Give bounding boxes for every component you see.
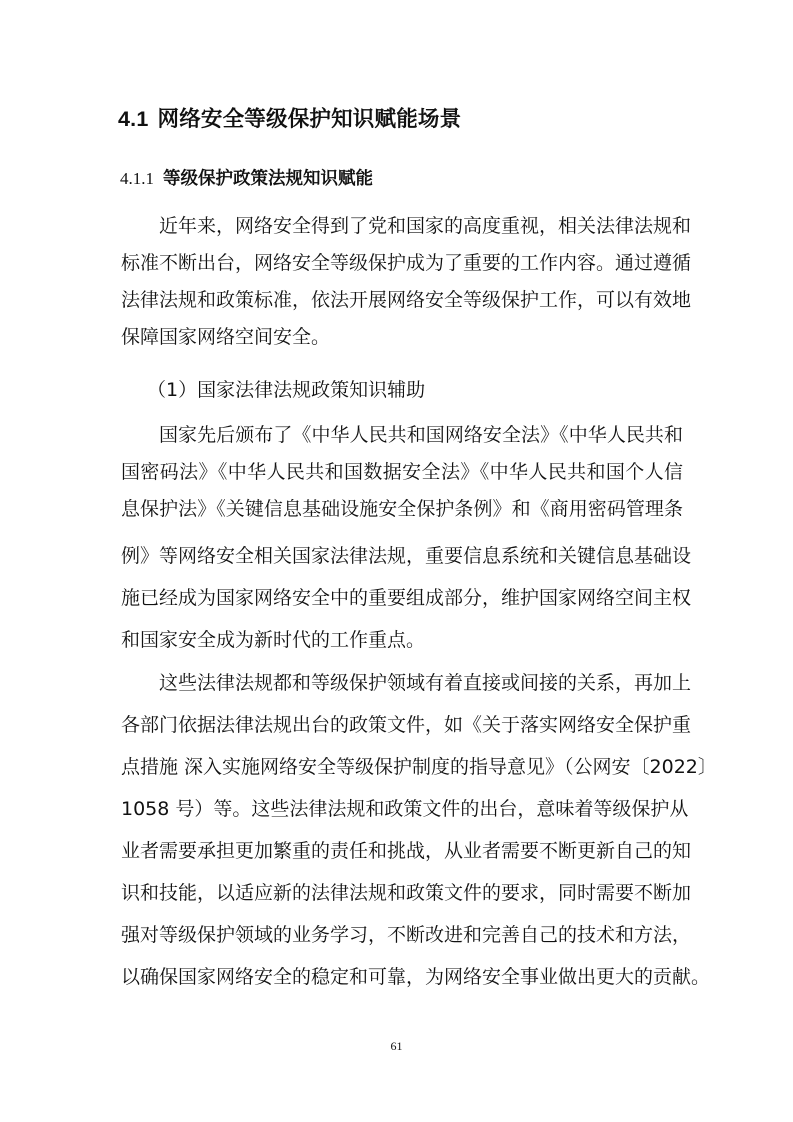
paragraph-line: 国家先后颁布了《中华人民共和国网络安全法》《中华人民共和 (159, 424, 683, 446)
subheading-1: （1）国家法律法规政策知识辅助 (147, 379, 426, 401)
paragraph-line: 业者需要承担更加繁重的责任和挑战，从业者需要不断更新自己的知 (121, 840, 692, 862)
paragraph-line: 1058 号）等。这些法律法规和政策文件的出台，意味着等级保护从 (121, 798, 689, 820)
subsection-number: 4.1.1 (120, 169, 154, 188)
paragraph-line: 施已经成为国家网络安全中的重要组成部分，维护国家网络空间主权 (121, 587, 692, 609)
subsection-title: 等级保护政策法规知识赋能 (163, 169, 373, 189)
paragraph-line: 近年来，网络安全得到了党和国家的高度重视，相关法律法规和 (159, 215, 692, 237)
section-number: 4.1 (118, 107, 149, 131)
paragraph-line: 强对等级保护领域的业务学习，不断改进和完善自己的技术和方法， (121, 924, 692, 946)
paragraph-line: 国密码法》《中华人民共和国数据安全法》《中华人民共和国个人信 (121, 461, 683, 483)
paragraph-line: 法律法规和政策标准，依法开展网络安全等级保护工作，可以有效地 (121, 289, 692, 311)
paragraph-line: 保障国家网络空间安全。 (121, 326, 331, 348)
paragraph-line: 标准不断出台，网络安全等级保护成为了重要的工作内容。通过遵循 (121, 252, 692, 274)
paragraph-line: 和国家安全成为新时代的工作重点。 (121, 629, 426, 651)
paragraph-line: 例》等网络安全相关国家法律法规，重要信息系统和关键信息基础设 (121, 545, 692, 567)
paragraph-line: 各部门依据法律法规出台的政策文件，如《关于落实网络安全保护重 (121, 714, 692, 736)
section-heading (118, 102, 461, 133)
subsection-heading (120, 165, 373, 190)
paragraph-line: 这些法律法规都和等级保护领域有着直接或间接的关系，再加上 (159, 672, 692, 694)
section-title: 网络安全等级保护知识赋能场景 (157, 107, 462, 132)
paragraph-line: 以确保国家网络安全的稳定和可靠，为网络安全事业做出更大的贡献。 (121, 966, 711, 988)
page-number: 61 (390, 1039, 403, 1053)
paragraph-line: 识和技能，以适应新的法律法规和政策文件的要求，同时需要不断加 (121, 882, 692, 904)
paragraph-line: 点措施 深入实施网络安全等级保护制度的指导意见》（公网安〔2022〕 (121, 756, 717, 778)
paragraph-line: 息保护法》《关键信息基础设施安全保护条例》和《商用密码管理条 (121, 498, 683, 520)
